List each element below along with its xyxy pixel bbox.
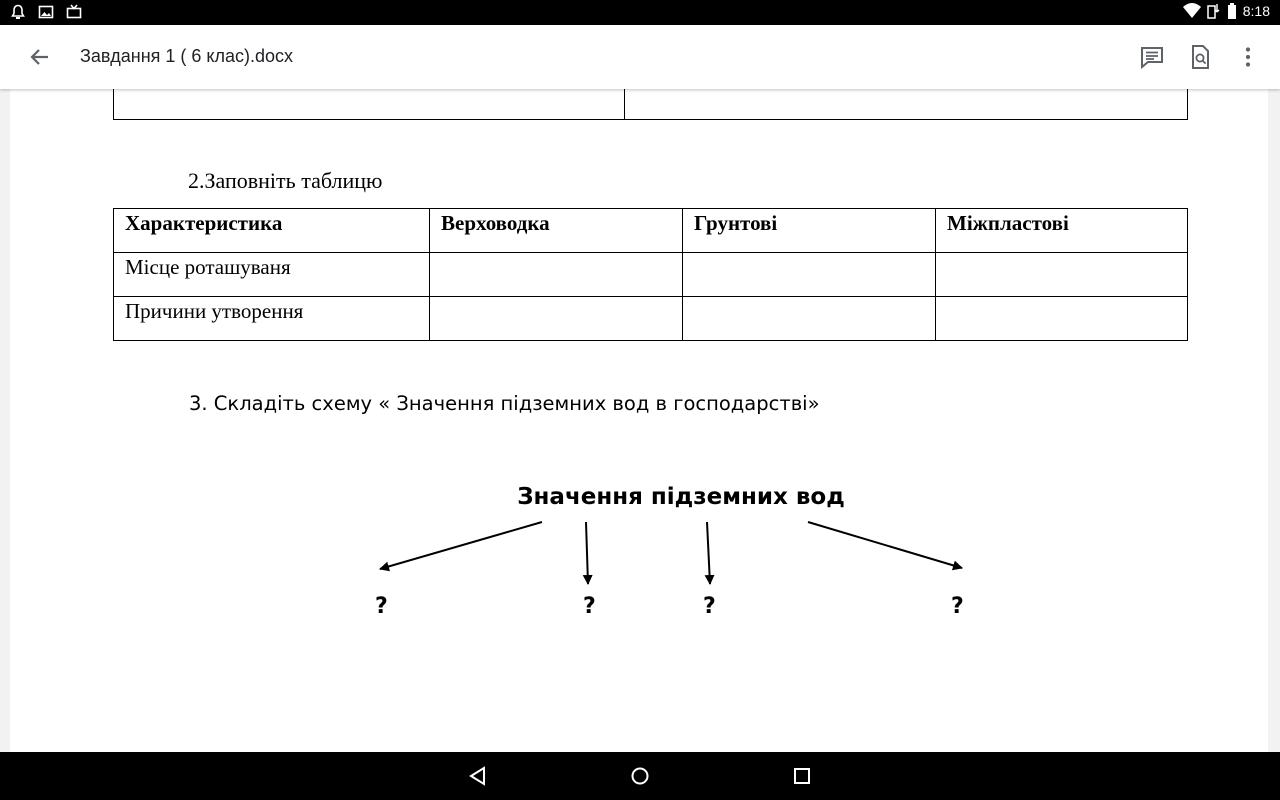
scheme-arrow-2: [586, 522, 588, 584]
comments-icon[interactable]: [1138, 43, 1166, 71]
image-icon: [38, 4, 54, 20]
scheme-arrows: [10, 89, 1268, 752]
scheme-placeholder: ?: [375, 594, 388, 619]
app-bar: [0, 25, 1280, 89]
header-interstratal-water: Міжпластові: [936, 209, 1188, 253]
status-bar: [0, 0, 1280, 25]
row-label-causes: Причини утворення: [114, 297, 430, 341]
wifi-icon: [1183, 3, 1201, 19]
home-circle-icon[interactable]: [628, 764, 652, 788]
header-perched-water: Верховодка: [430, 209, 683, 253]
scheme-arrow-1: [380, 522, 542, 569]
scheme-placeholder: ?: [583, 594, 596, 619]
clock: 8:18: [1242, 3, 1270, 19]
recents-square-icon[interactable]: [790, 764, 814, 788]
battery-icon: [1227, 3, 1237, 19]
task3-heading: 3. Складіть схему « Значення підземних вод в господарстві»: [189, 392, 820, 415]
data-icon: [1207, 3, 1221, 19]
find-in-page-icon[interactable]: [1186, 43, 1214, 71]
navigation-bar: [0, 752, 1280, 800]
more-vert-icon[interactable]: [1234, 43, 1262, 71]
scheme-arrow-4: [808, 522, 962, 568]
back-arrow-icon[interactable]: [26, 43, 54, 71]
task2-heading: 2.Заповніть таблицю: [188, 168, 383, 193]
row-label-location: Місце роташуваня: [114, 253, 430, 297]
back-triangle-icon[interactable]: [466, 764, 490, 788]
tv-icon: [66, 4, 82, 20]
header-characteristic: Характеристика: [114, 209, 430, 253]
scheme-placeholder: ?: [703, 594, 716, 619]
scheme-title: Значення підземних вод: [517, 484, 845, 510]
scheme-arrow-3: [707, 522, 710, 584]
scheme-placeholder: ?: [951, 594, 964, 619]
header-ground-water: Грунтові: [683, 209, 936, 253]
document-title: Завдання 1 ( 6 клас).docx: [80, 46, 294, 66]
document-page[interactable]: [10, 89, 1268, 752]
notification-bell-icon: [10, 4, 26, 20]
